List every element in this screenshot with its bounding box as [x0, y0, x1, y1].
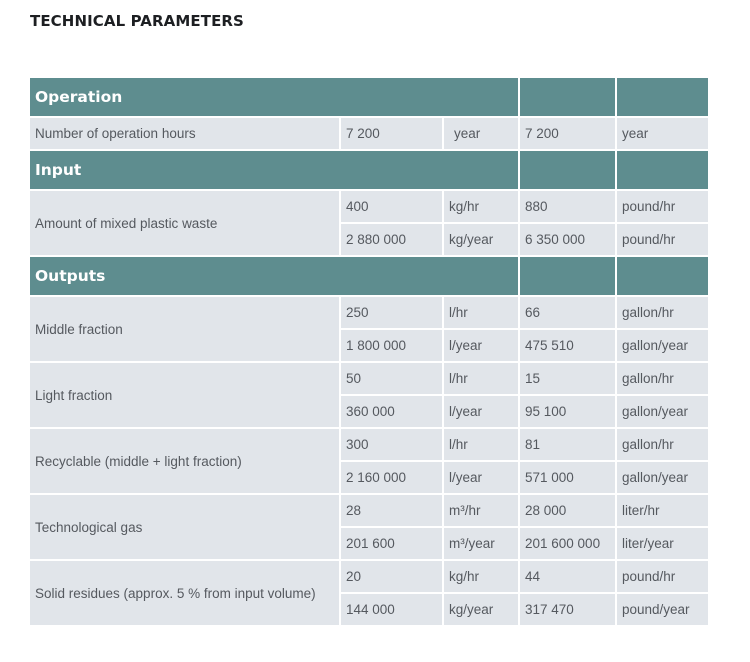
- imperial-value: 7 200: [520, 118, 615, 149]
- metric-unit: l/year: [444, 330, 518, 361]
- metric-unit: l/hr: [444, 297, 518, 328]
- table-row: [30, 561, 708, 592]
- table-row: [30, 297, 708, 328]
- section-header-cell: [617, 151, 708, 189]
- imperial-value: 6 350 000: [520, 224, 615, 255]
- section-header-cell: [520, 257, 615, 295]
- parameter-label: Recyclable (middle + light fraction): [30, 429, 339, 493]
- imperial-value: 95 100: [520, 396, 615, 427]
- page-title: TECHNICAL PARAMETERS: [30, 12, 244, 30]
- section-header-cell: [617, 257, 708, 295]
- metric-unit: l/year: [444, 462, 518, 493]
- imperial-unit: pound/hr: [617, 224, 708, 255]
- section-title: Input: [30, 151, 518, 189]
- imperial-value: 66: [520, 297, 615, 328]
- metric-unit: l/hr: [444, 363, 518, 394]
- table-row: [30, 118, 708, 149]
- section-header-outputs: [30, 257, 708, 295]
- imperial-unit: year: [617, 118, 708, 149]
- section-header-cell: [520, 78, 615, 116]
- metric-value: 7 200: [341, 118, 442, 149]
- table-row: [30, 495, 708, 526]
- section-header-cell: [617, 78, 708, 116]
- metric-value: 50: [341, 363, 442, 394]
- section-header-input: [30, 151, 708, 189]
- metric-unit: kg/year: [444, 594, 518, 625]
- imperial-value: 317 470: [520, 594, 615, 625]
- imperial-unit: liter/hr: [617, 495, 708, 526]
- section-header-cell: [520, 151, 615, 189]
- imperial-unit: pound/year: [617, 594, 708, 625]
- parameter-label: Middle fraction: [30, 297, 339, 361]
- metric-value: 2 880 000: [341, 224, 442, 255]
- metric-value: 1 800 000: [341, 330, 442, 361]
- metric-unit: year: [444, 118, 518, 149]
- metric-unit: l/hr: [444, 429, 518, 460]
- imperial-unit: pound/hr: [617, 191, 708, 222]
- metric-value: 20: [341, 561, 442, 592]
- metric-unit: kg/year: [444, 224, 518, 255]
- table-row: [30, 429, 708, 460]
- metric-value: 360 000: [341, 396, 442, 427]
- imperial-unit: gallon/year: [617, 396, 708, 427]
- metric-value: 201 600: [341, 528, 442, 559]
- section-title: Outputs: [30, 257, 518, 295]
- imperial-unit: gallon/hr: [617, 429, 708, 460]
- imperial-unit: gallon/year: [617, 462, 708, 493]
- imperial-value: 475 510: [520, 330, 615, 361]
- metric-value: 28: [341, 495, 442, 526]
- imperial-unit: gallon/year: [617, 330, 708, 361]
- metric-unit: m³/year: [444, 528, 518, 559]
- technical-parameters-table: [28, 76, 710, 627]
- table-row: [30, 191, 708, 222]
- metric-unit: m³/hr: [444, 495, 518, 526]
- section-header-operation: [30, 78, 708, 116]
- imperial-value: 880: [520, 191, 615, 222]
- imperial-value: 81: [520, 429, 615, 460]
- section-title: Operation: [30, 78, 518, 116]
- imperial-value: 28 000: [520, 495, 615, 526]
- imperial-unit: gallon/hr: [617, 297, 708, 328]
- table-row: [30, 363, 708, 394]
- parameter-label: Technological gas: [30, 495, 339, 559]
- metric-unit: l/year: [444, 396, 518, 427]
- parameter-label: Light fraction: [30, 363, 339, 427]
- parameter-label: Amount of mixed plastic waste: [30, 191, 339, 255]
- metric-value: 400: [341, 191, 442, 222]
- metric-value: 250: [341, 297, 442, 328]
- parameter-label: Solid residues (approx. 5 % from input volume): [30, 561, 339, 625]
- imperial-unit: pound/hr: [617, 561, 708, 592]
- imperial-unit: gallon/hr: [617, 363, 708, 394]
- imperial-value: 44: [520, 561, 615, 592]
- imperial-value: 571 000: [520, 462, 615, 493]
- metric-value: 300: [341, 429, 442, 460]
- metric-value: 2 160 000: [341, 462, 442, 493]
- metric-unit: kg/hr: [444, 561, 518, 592]
- parameter-label: Number of operation hours: [30, 118, 339, 149]
- metric-unit: kg/hr: [444, 191, 518, 222]
- imperial-value: 15: [520, 363, 615, 394]
- metric-value: 144 000: [341, 594, 442, 625]
- imperial-unit: liter/year: [617, 528, 708, 559]
- imperial-value: 201 600 000: [520, 528, 615, 559]
